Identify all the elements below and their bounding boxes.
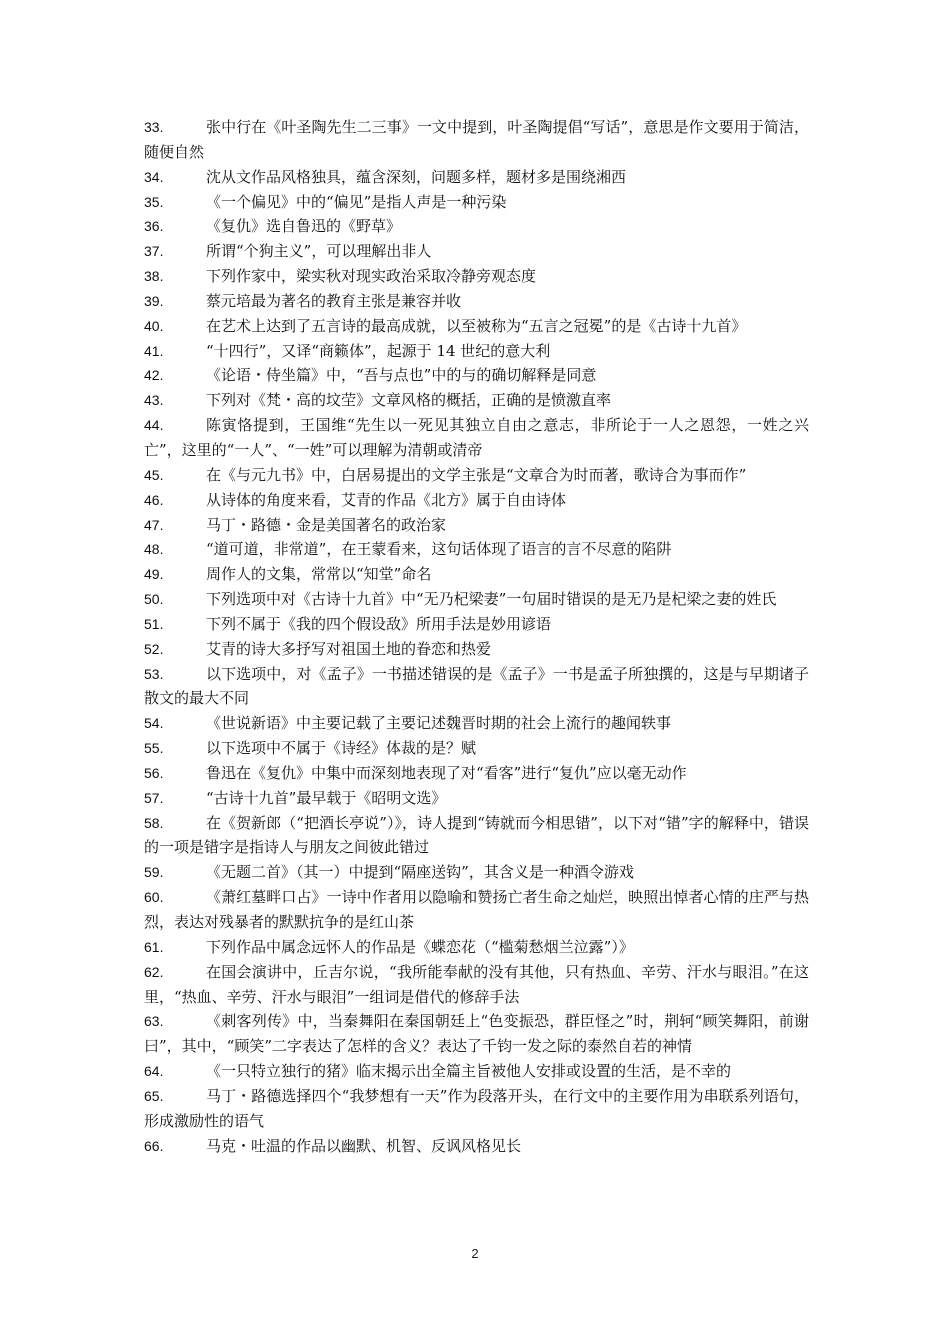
list-item <box>144 1084 809 1134</box>
list-item <box>144 239 809 264</box>
item-text: “古诗十九首”最早载于《昭明文选》 <box>206 788 447 807</box>
list-item <box>144 115 809 165</box>
list-item <box>144 1059 809 1084</box>
list-item <box>144 1009 809 1059</box>
item-text: 张中行在《叶圣陶先生二三事》一文中提到，叶圣陶提倡“写话”，意思是作文要用于简洁，随便自然 <box>144 118 809 161</box>
item-text: 在《与元九书》中，白居易提出的文学主张是“文章合为时而著，歌诗合为事而作” <box>206 465 747 484</box>
item-number: 50. <box>144 591 164 608</box>
item-number: 51. <box>144 615 164 632</box>
item-number: 48. <box>144 541 164 558</box>
item-number: 47. <box>144 516 164 533</box>
item-number: 42. <box>144 367 164 384</box>
item-number: 43. <box>144 392 164 409</box>
list-item <box>144 612 809 637</box>
item-text: 在《贺新郎（“把酒长亭说”）》，诗人提到“铸就而今相思错”，以下对“错”字的解释中，错误的一项是错字是指诗人与朋友之间彼此错过 <box>144 813 809 857</box>
list-item <box>144 1134 809 1159</box>
list-item <box>144 637 809 662</box>
list-item <box>144 463 809 488</box>
item-number: 58. <box>144 814 164 831</box>
item-text: 下列不属于《我的四个假设敌》所用手法是妙用谚语 <box>206 614 552 633</box>
item-text: “十四行”，又译“商籁体”，起源于 14 世纪的意大利 <box>206 341 551 360</box>
item-text: 鲁迅在《复仇》中集中而深刻地表现了对“看客”进行“复仇”应以毫无动作 <box>206 763 687 782</box>
item-text: 蔡元培最为著名的教育主张是兼容并收 <box>206 291 462 310</box>
question-list <box>144 115 809 1158</box>
item-text: 下列作家中，梁实秋对现实政治采取冷静旁观态度 <box>206 267 537 286</box>
item-text: 陈寅恪提到，王国维“先生以一死见其独立自由之意志，非所论于一人之恩怨，一姓之兴亡”，这里的“一人”、“一姓”可以理解为清朝或清帝 <box>144 416 809 459</box>
item-text: 所谓“个狗主义”，可以理解出非人 <box>206 242 432 261</box>
item-number: 55. <box>144 740 164 757</box>
list-item <box>144 562 809 587</box>
list-item <box>144 537 809 562</box>
item-text: 周作人的文集，常常以“知堂”命名 <box>206 565 432 584</box>
list-item <box>144 488 809 513</box>
list-item <box>144 388 809 413</box>
item-text: 沈从文作品风格独具，蕴含深刻，问题多样，题材多是围绕湘西 <box>206 167 627 186</box>
item-number: 63. <box>144 1013 164 1030</box>
item-number: 44. <box>144 417 164 434</box>
list-item <box>144 960 809 1010</box>
list-item <box>144 165 809 190</box>
item-number: 53. <box>144 665 164 682</box>
list-item <box>144 736 809 761</box>
list-item <box>144 363 809 388</box>
item-number: 65. <box>144 1087 164 1104</box>
list-item <box>144 513 809 538</box>
item-number: 35. <box>144 193 164 210</box>
item-number: 54. <box>144 715 164 732</box>
item-number: 49. <box>144 566 164 583</box>
item-number: 60. <box>144 889 164 906</box>
item-text: 《论语・侍坐篇》中，“吾与点也”中的与的确切解释是同意 <box>206 366 597 385</box>
item-number: 33. <box>144 119 164 135</box>
item-number: 46. <box>144 491 164 508</box>
item-text: 从诗体的角度来看，艾青的作品《北方》属于自由诗体 <box>206 490 567 509</box>
item-text: 《无题二首》（其一）中提到“隔座送钩”，其含义是一种酒令游戏 <box>206 863 634 882</box>
item-text: 艾青的诗大多抒写对祖国土地的眷恋和热爱 <box>206 639 492 658</box>
list-item <box>144 214 809 239</box>
item-number: 41. <box>144 342 164 359</box>
list-item <box>144 264 809 289</box>
list-item <box>144 935 809 960</box>
item-text: 以下选项中，对《孟子》一书描述错误的是《孟子》一书是孟子所独撰的，这是与早期诸子散文的最大不同 <box>144 664 809 708</box>
item-text: “道可道，非常道”，在王蒙看来，这句话体现了语言的言不尽意的陷阱 <box>206 540 672 559</box>
list-item <box>144 860 809 885</box>
list-item <box>144 190 809 215</box>
item-number: 38. <box>144 268 164 285</box>
item-text: 下列对《梵・高的坟茔》文章风格的概括，正确的是愤激直率 <box>206 391 612 410</box>
item-number: 52. <box>144 640 164 657</box>
item-text: 《复仇》选自鲁迅的《野草》 <box>206 217 402 236</box>
item-number: 37. <box>144 243 164 260</box>
list-item <box>144 662 809 712</box>
item-number: 36. <box>144 218 164 235</box>
item-text: 《刺客列传》中，当秦舞阳在秦国朝廷上“色变振恐，群臣怪之”时，荆轲“顾笑舞阳，前谢曰”，其中，“顾笑”二字表达了怎样的含义？表达了千钧一发之际的泰然自若的神情 <box>144 1012 809 1056</box>
item-number: 56. <box>144 764 164 781</box>
item-number: 64. <box>144 1063 164 1080</box>
item-text: 马克・吐温的作品以幽默、机智、反讽风格见长 <box>206 1136 522 1155</box>
item-text: 《世说新语》中主要记载了主要记述魏晋时期的社会上流行的趣闻轶事 <box>206 714 672 733</box>
item-text: 马丁・路德选择四个“我梦想有一天”作为段落开头，在行文中的主要作用为串联系列语句，形成激励性的语气 <box>144 1086 809 1130</box>
list-item <box>144 314 809 339</box>
list-item <box>144 786 809 811</box>
item-text: 下列选项中对《古诗十九首》中“无乃杞梁妻”一句届时错误的是无乃是杞梁之妻的姓氏 <box>206 590 777 609</box>
list-item <box>144 711 809 736</box>
list-item <box>144 811 809 861</box>
item-number: 59. <box>144 864 164 881</box>
list-item <box>144 339 809 364</box>
item-number: 45. <box>144 466 164 483</box>
item-number: 57. <box>144 789 164 806</box>
list-item <box>144 413 809 463</box>
item-number: 39. <box>144 292 164 309</box>
item-text: 在国会演讲中，丘吉尔说，“我所能奉献的没有其他，只有热血、辛劳、汗水与眼泪。”在这里，“热血、辛劳、汗水与眼泪”一组词是借代的修辞手法 <box>144 962 809 1006</box>
item-number: 34. <box>144 168 164 185</box>
item-number: 40. <box>144 317 164 334</box>
list-item <box>144 289 809 314</box>
list-item <box>144 587 809 612</box>
item-text: 《一个偏见》中的“偏见”是指人声是一种污染 <box>206 192 507 211</box>
item-number: 62. <box>144 963 164 980</box>
item-text: 马丁・路德・金是美国著名的政治家 <box>206 515 447 534</box>
list-item <box>144 761 809 786</box>
item-text: 以下选项中不属于《诗经》体裁的是？赋 <box>206 739 477 758</box>
list-item <box>144 885 809 935</box>
item-text: 《一只特立独行的猪》临末揭示出全篇主旨被他人安排或设置的生活，是不幸的 <box>206 1062 732 1081</box>
item-number: 61. <box>144 938 164 955</box>
item-text: 下列作品中属念远怀人的作品是《蝶恋花（“槛菊愁烟兰泣露”）》 <box>206 937 634 956</box>
item-text: 在艺术上达到了五言诗的最高成就，以至被称为“五言之冠冕”的是《古诗十九首》 <box>206 316 747 335</box>
item-number: 66. <box>144 1137 164 1154</box>
item-text: 《萧红墓畔口占》一诗中作者用以隐喻和赞扬亡者生命之灿烂，映照出悼者心情的庄严与热烈，表达对残暴者的默默抗争的是红山茶 <box>144 888 809 931</box>
page-number: 2 <box>471 1246 479 1261</box>
